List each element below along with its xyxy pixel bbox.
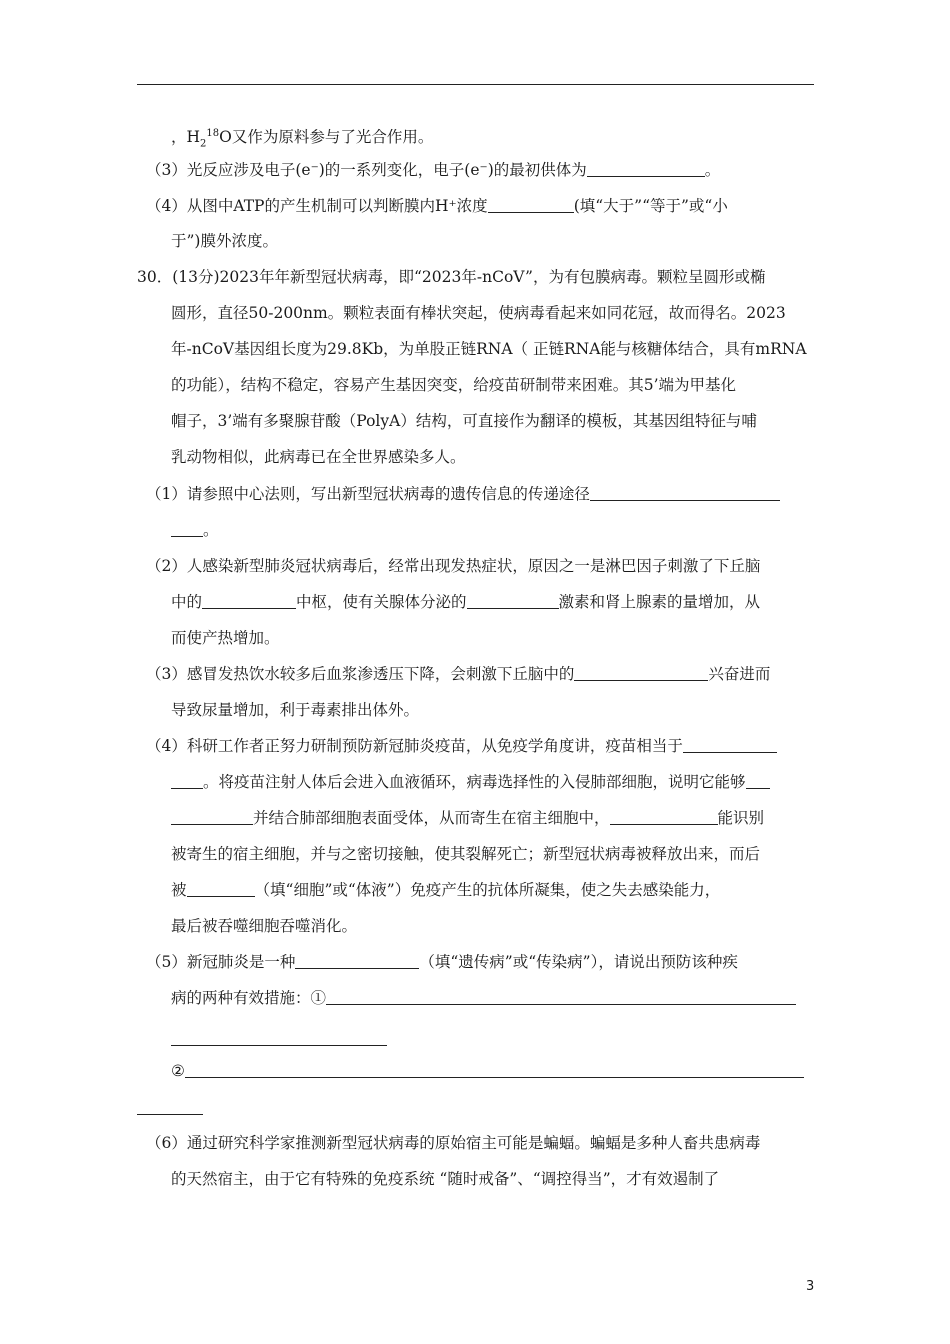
q30-s1-blank[interactable] bbox=[590, 484, 780, 501]
q30-s5 bbox=[146, 952, 738, 972]
q30-s3 bbox=[146, 664, 770, 684]
q30-s3-blank[interactable] bbox=[574, 664, 708, 681]
q30-s4-blank1[interactable] bbox=[683, 736, 777, 753]
q30-s3-line2: 导致尿量增加，利于毒素排出体外。 bbox=[171, 701, 420, 719]
page-number: 3 bbox=[806, 1279, 815, 1294]
q30-s4-blank1-cont[interactable] bbox=[171, 772, 203, 789]
q30-s6-line1: （6）通过研究科学家推测新型冠状病毒的原始宿主可能是蝙蝠。蝙蝠是多种人畜共患病毒 bbox=[146, 1134, 761, 1152]
q30-line-3: 年-nCoV基因组长度为29.8Kb，为单股正链RNA（ 正链RNA能与核糖体结合，具有mRNA bbox=[171, 340, 807, 358]
q30-s1 bbox=[146, 484, 780, 504]
q30-s4-blank4[interactable] bbox=[187, 880, 255, 897]
prev-q3-end: 。 bbox=[704, 161, 721, 179]
q30-line-4: 的功能），结构不稳定，容易产生基因突变，给疫苗研制带来困难。其5’端为甲基化 bbox=[171, 376, 737, 394]
q30-s5-line2 bbox=[171, 988, 796, 1008]
q30-s4-line2-text: 。将疫苗注射人体后会进入血液循环，病毒选择性的入侵肺部细胞，说明它能够 bbox=[203, 773, 746, 791]
q30-s2-blank1[interactable] bbox=[202, 592, 296, 609]
q30-s2-a: 中的 bbox=[171, 593, 203, 611]
q30-s4-line5a: 被 bbox=[171, 881, 187, 899]
q30-s1-text: （1）请参照中心法则，写出新型冠状病毒的遗传信息的传递途径 bbox=[146, 485, 590, 503]
q30-s2-line3: 而使产热增加。 bbox=[171, 629, 280, 647]
q30-s5-mark2: ② bbox=[171, 1062, 185, 1080]
prev-q4-text: （4）从图中ATP的产生机制可以判断膜内H⁺浓度 bbox=[146, 197, 488, 215]
q30-s3-a: （3）感冒发热饮水较多后血浆渗透压下降，会刺激下丘脑中的 bbox=[146, 665, 575, 683]
q30-s4-line6: 最后被吞噬细胞吞噬消化。 bbox=[171, 917, 358, 935]
q30-s4-line5 bbox=[171, 880, 720, 900]
q30-s4-blank3[interactable] bbox=[610, 808, 718, 825]
q30-s4-line4: 被寄生的宿主细胞，并与之密切接触，使其裂解死亡；新型冠状病毒被释放出来，而后 bbox=[171, 845, 761, 863]
q30-s5-b: （填“遗传病”或“传染病”），请说出预防该种疾 bbox=[419, 953, 738, 971]
q30-s1-blank-cont[interactable] bbox=[171, 520, 203, 537]
q30-s2-blank2[interactable] bbox=[467, 592, 559, 609]
prev-q3 bbox=[146, 160, 720, 180]
q30-s4-line3b: 能识别 bbox=[717, 809, 765, 827]
q30-s5-line4 bbox=[171, 1061, 804, 1081]
q30-line-5: 帽子，3’端有多聚腺苷酸（PolyA）结构，可直接作为翻译的模板，其基因组特征与哺 bbox=[171, 412, 757, 430]
q30-s2-line2 bbox=[171, 592, 760, 612]
q30-line-6: 乳动物相似，此病毒已在全世界感染多人。 bbox=[171, 448, 466, 466]
prev-q4-blank[interactable] bbox=[488, 196, 574, 213]
q30-s5-blank1[interactable] bbox=[295, 952, 419, 969]
q30-s4-line5b: （填“细胞”或“体液”）免疫产生的抗体所凝集，使之失去感染能力， bbox=[254, 881, 721, 899]
q30-s5-measure1-blank-cont[interactable] bbox=[171, 1045, 387, 1046]
q30-s4-line3 bbox=[171, 808, 764, 828]
q30-s1-line2 bbox=[171, 520, 219, 540]
prev-q4 bbox=[146, 196, 728, 216]
q30-s5-line2-text: 病的两种有效措施：① bbox=[171, 989, 327, 1007]
q30-s1-end: 。 bbox=[203, 521, 219, 539]
q30-s4-line3a: 并结合肺部细胞表面受体，从而寄生在宿主细胞中， bbox=[253, 809, 610, 827]
prev-q3-blank[interactable] bbox=[587, 160, 705, 177]
q30-s5-a: （5）新冠肺炎是一种 bbox=[146, 953, 296, 971]
q30-s2-b: 中枢，使有关腺体分泌的 bbox=[296, 593, 467, 611]
prev-q3-text: （3）光反应涉及电子(e⁻)的一系列变化，电子(e⁻)的最初供体为 bbox=[146, 161, 587, 179]
q30-s4-line1-text: （4）科研工作者正努力研制预防新冠肺炎疫苗，从免疫学角度讲，疫苗相当于 bbox=[146, 737, 683, 755]
prev-continuation-text: O又作为原料参与了光合作用。 bbox=[219, 128, 434, 147]
q30-line-1: 30．(13分)2023年年新型冠状病毒，即“2023年-nCoV”，为有包膜病毒。颗粒呈圆形或椭 bbox=[137, 268, 766, 286]
q30-s2-line1: （2）人感染新型肺炎冠状病毒后，经常出现发热症状，原因之一是淋巴因子刺激了下丘脑 bbox=[146, 557, 761, 575]
q30-line-2: 圆形，直径50-200nm。颗粒表面有棒状突起，使病毒看起来如同花冠，故而得名。2023 bbox=[171, 304, 786, 322]
prev-q4-line2: 于”)膜外浓度。 bbox=[171, 232, 278, 250]
q30-s5-measure2-blank[interactable] bbox=[185, 1061, 804, 1078]
q30-s4-line2 bbox=[171, 772, 770, 792]
q30-s5-measure2-blank-cont[interactable] bbox=[137, 1114, 203, 1115]
q30-s3-b: 兴奋进而 bbox=[708, 665, 771, 683]
q30-s4-blank2-cont[interactable] bbox=[171, 808, 253, 825]
q30-s4-blank2[interactable] bbox=[746, 772, 770, 789]
q30-s5-measure1-blank[interactable] bbox=[326, 988, 796, 1005]
q30-s4-line1 bbox=[146, 736, 777, 756]
prev-continuation: ，$H_2^{18}O$又作为原料参与了光合作用。 bbox=[171, 128, 434, 150]
q30-s2-c: 激素和肾上腺素的量增加，从 bbox=[558, 593, 761, 611]
q30-s6-line2: 的天然宿主，由于它有特殊的免疫系统 “随时戒备”、“调控得当”，才有效遏制了 bbox=[171, 1170, 720, 1188]
header-rule bbox=[137, 84, 814, 85]
prev-q4-after: (填“大于”“等于”或“小 bbox=[573, 197, 728, 215]
